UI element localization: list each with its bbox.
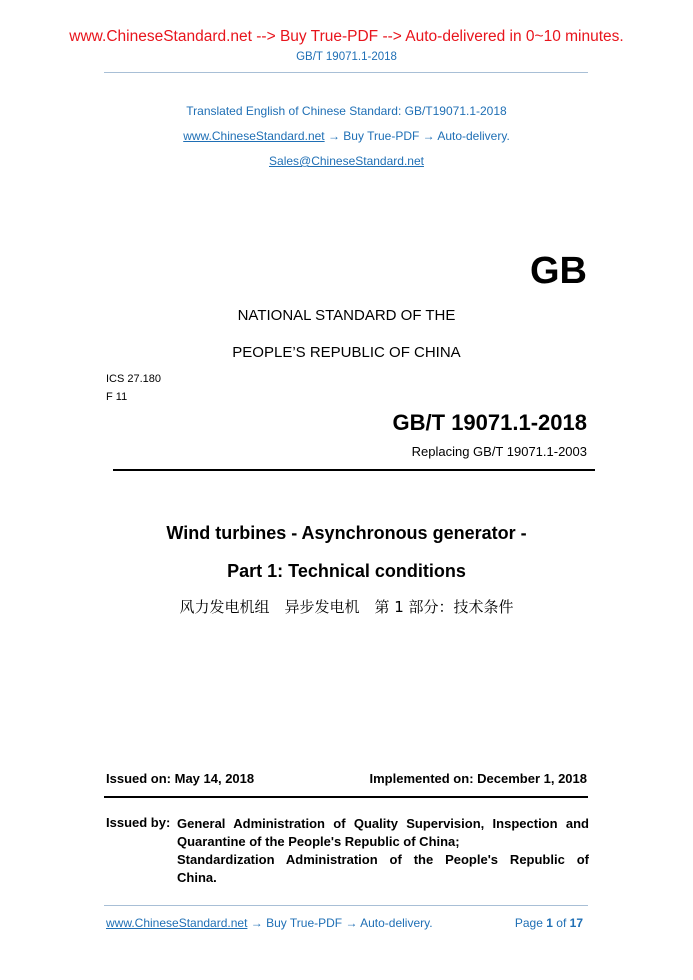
sales-email-link[interactable]: Sales@ChineseStandard.net bbox=[269, 154, 424, 168]
page-total: 17 bbox=[569, 916, 583, 930]
footer-site-link[interactable]: www.ChineseStandard.net bbox=[106, 916, 248, 930]
page-number: 1 bbox=[546, 916, 553, 930]
page-label: Page bbox=[514, 916, 543, 930]
translation-notice: Translated English of Chinese Standard: GB/T19071.1-2018 bbox=[186, 104, 507, 118]
issuer-block bbox=[177, 815, 589, 887]
implemented-date: Implemented on: December 1, 2018 bbox=[369, 771, 587, 786]
header-doc-code: GB/T 19071.1-2018 bbox=[296, 51, 397, 63]
issuer-line4: China. bbox=[177, 870, 217, 885]
buy-pdf-text: → Buy True-PDF → Auto-delivery. bbox=[324, 129, 510, 143]
site-link[interactable]: www.ChineseStandard.net bbox=[183, 129, 325, 143]
top-banner-text[interactable]: www.ChineseStandard.net --> Buy True-PDF --> Auto-delivered in 0~10 minutes. bbox=[69, 28, 624, 45]
footer-divider bbox=[104, 905, 588, 906]
title-chinese: 风力发电机组 异步发电机 第 1 部分：技术条件 bbox=[179, 598, 514, 616]
header-divider bbox=[104, 72, 588, 73]
of-label: of bbox=[556, 916, 567, 930]
ccs-code: F 11 bbox=[106, 391, 128, 403]
issuer-line3: Standardization Administration of the People's Republic of bbox=[177, 852, 589, 867]
translation-links bbox=[0, 129, 693, 143]
issuer-line2: Quarantine of the People's Republic of China; bbox=[177, 834, 460, 849]
footer-buy-text: → Buy True-PDF → Auto-delivery. bbox=[247, 916, 433, 930]
issued-date: Issued on: May 14, 2018 bbox=[106, 771, 255, 786]
dates-divider bbox=[104, 796, 588, 798]
national-standard-heading: NATIONAL STANDARD OF THE bbox=[237, 307, 456, 324]
title-english-line1: Wind turbines - Asynchronous generator - bbox=[166, 523, 527, 543]
standard-number: GB/T 19071.1-2018 bbox=[392, 410, 587, 435]
republic-heading: PEOPLE’S REPUBLIC OF CHINA bbox=[232, 344, 461, 361]
title-english-line2: Part 1: Technical conditions bbox=[227, 561, 466, 581]
page-indicator bbox=[515, 916, 583, 930]
replacing-standard: Replacing GB/T 19071.1-2003 bbox=[411, 444, 587, 459]
title-divider bbox=[113, 469, 595, 471]
issued-by-label: Issued by: bbox=[106, 815, 171, 830]
ics-code: ICS 27.180 bbox=[106, 373, 162, 385]
issuer-line1: General Administration of Quality Supervision, Inspection and bbox=[177, 816, 589, 831]
footer-links bbox=[106, 916, 433, 930]
gb-mark: GB bbox=[530, 250, 587, 292]
